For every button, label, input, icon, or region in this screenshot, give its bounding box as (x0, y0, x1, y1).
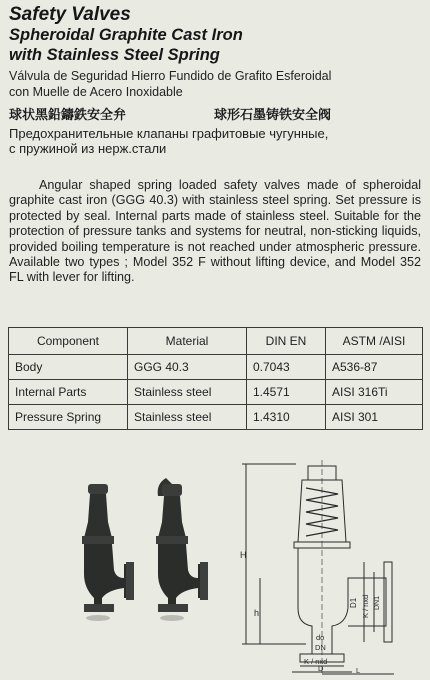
valve-bonnet (158, 496, 186, 538)
valve-flange-top (156, 536, 188, 544)
table-row (9, 355, 423, 380)
cell-material: Stainless steel (128, 380, 247, 405)
header-material: Material (128, 328, 247, 355)
label-do: do (316, 633, 325, 642)
technical-drawing (236, 458, 412, 676)
page-title: Safety Valves (9, 4, 131, 25)
label-K-nxd-bottom: K / nxd (304, 657, 328, 666)
label-D1: D1 (349, 597, 358, 608)
materials-table (8, 327, 423, 430)
label-K-nxd: K / nxd (361, 594, 370, 618)
chinese-title-b: 球形石墨铸铁安全阀 (214, 107, 332, 122)
header-din-en: DIN EN (247, 328, 326, 355)
cell-astm-aisi: A536-87 (326, 355, 423, 380)
russian-title-line-2: с пружиной из нерж.стали (9, 141, 167, 156)
header-astm-aisi: ASTM /AISI (326, 328, 423, 355)
valve-cap (88, 484, 108, 494)
cell-component: Internal Parts (9, 380, 128, 405)
spanish-title-line-2: con Muelle de Acero Inoxidable (9, 85, 183, 99)
valve-outlet-flange (200, 562, 208, 600)
table-row (9, 405, 423, 430)
subtitle-line-1: Spheroidal Graphite Cast Iron (9, 26, 243, 44)
subtitle-line-2: with Stainless Steel Spring (9, 46, 220, 64)
cell-astm-aisi: AISI 316Ti (326, 380, 423, 405)
valve-body (84, 544, 132, 606)
valve-photo-352fl (148, 474, 222, 628)
russian-title-line-1: Предохранительные клапаны графитовые чугунные, (9, 126, 329, 141)
drawing-outlet-flange (384, 562, 392, 642)
chinese-title-a: 球状黑鉛鑄鉄安全弁 (9, 107, 127, 122)
cell-component: Pressure Spring (9, 405, 128, 430)
table-row (9, 380, 423, 405)
cell-din-en: 0.7043 (247, 355, 326, 380)
valve-flange-top (82, 536, 114, 544)
drawing-body (298, 548, 386, 654)
table-header-row (9, 328, 423, 355)
cell-din-en: 1.4571 (247, 380, 326, 405)
label-L: L (356, 666, 361, 675)
label-H: H (240, 550, 247, 560)
valve-inlet-flange (158, 604, 188, 612)
label-DN1: DN1 (374, 595, 381, 610)
valve-bonnet (84, 494, 112, 538)
valve-outlet-flange (126, 562, 134, 600)
cell-material: GGG 40.3 (128, 355, 247, 380)
cell-din-en: 1.4310 (247, 405, 326, 430)
valve-inlet-flange (84, 604, 114, 612)
label-DN: DN (315, 643, 326, 652)
cell-material: Stainless steel (128, 405, 247, 430)
spanish-title-line-1: Válvula de Seguridad Hierro Fundido de Grafito Esferoidal (9, 69, 332, 83)
product-description: Angular shaped spring loaded safety valves made of spheroidal graphite cast iron (GGG 40.3) with stainless steel spring. Set pressure is protected by seal. Internal parts made of stainless steel. Suitable for the protection of pressure tanks and systems for neutral, non-sticking liquids, provided boiling temperature is not reached under atmospheric pressure. Available two types ; Model 352 F without lifting device, and Model 352 FL with lever for lifting. (9, 178, 421, 285)
valve-cap (162, 484, 182, 496)
valve-photo-352f (78, 478, 148, 628)
cell-component: Body (9, 355, 128, 380)
valve-body (158, 544, 206, 606)
label-h: h (254, 608, 260, 618)
cell-astm-aisi: AISI 301 (326, 405, 423, 430)
label-D: D (318, 664, 324, 673)
header-component: Component (9, 328, 128, 355)
